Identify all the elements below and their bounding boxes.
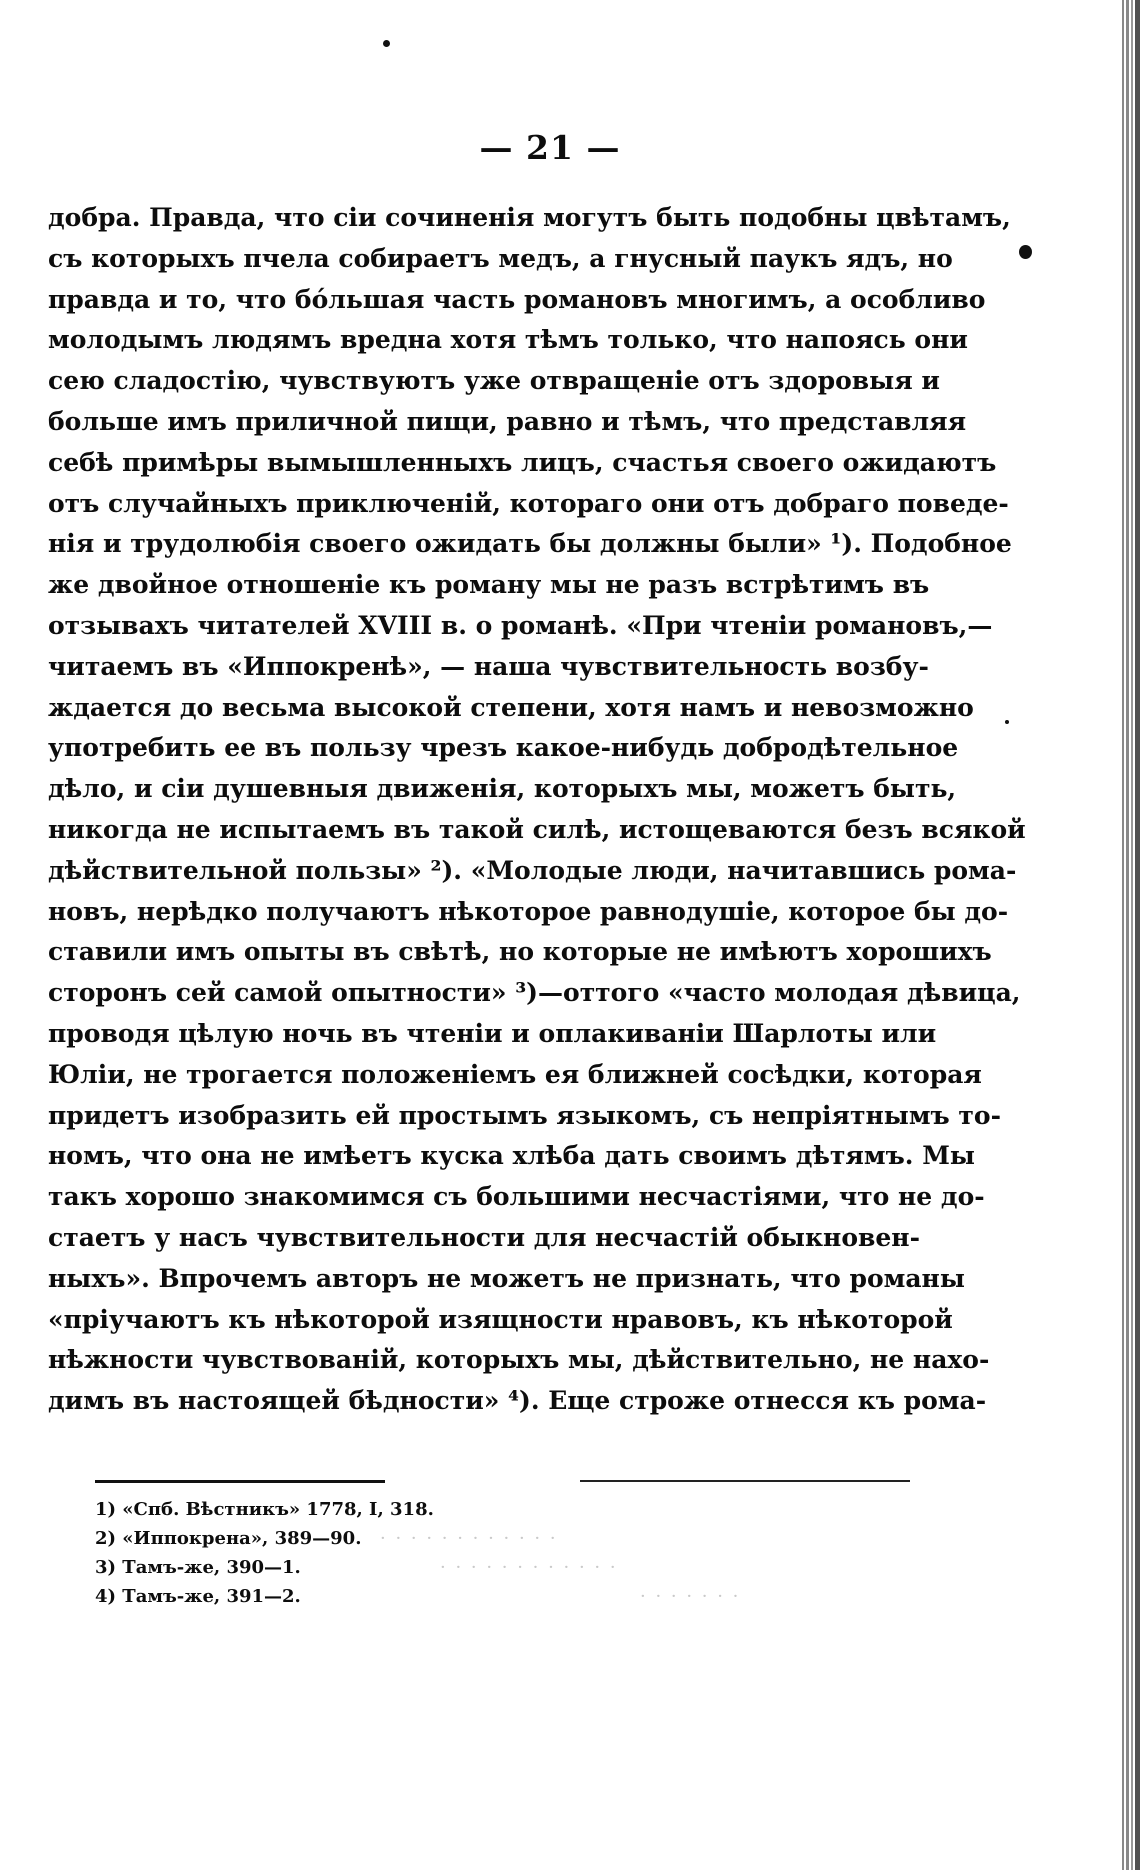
bleed-through-smudge: · · · · · · · <box>640 1586 741 1607</box>
text-line: проводя цѣлую ночь въ чтеніи и оплакиваніи Шарлоты или <box>48 1018 937 1048</box>
text-line: «пріучаютъ къ нѣкоторой изящности нравовъ, къ нѣкоторой <box>48 1304 953 1334</box>
text-line: дѣйствительной пользы» ²). «Молодые люди, начитавшись рома- <box>48 855 1017 885</box>
footnotes <box>95 1495 434 1611</box>
footnote: 1) «Спб. Вѣстникъ» 1778, I, 318. <box>95 1499 434 1520</box>
text-line: отзывахъ читателей XVIII в. о романѣ. «При чтеніи романовъ,— <box>48 610 993 640</box>
text-line: никогда не испытаемъ въ такой силѣ, истощеваются безъ всякой <box>48 814 1026 844</box>
text-line: нія и трудолюбія своего ожидать бы должны были» ¹). Подобное <box>48 529 1012 559</box>
text-line: читаемъ въ «Иппокренѣ», — наша чувствительность возбу- <box>48 651 929 681</box>
ink-speck <box>1005 720 1009 724</box>
text-line: сторонъ сей самой опытности» ³)—оттого «часто молодая дѣвица, <box>48 978 1021 1008</box>
body-text <box>48 198 1026 1422</box>
footnote: 2) «Иппокрена», 389—90. <box>95 1528 362 1549</box>
text-line: такъ хорошо знакомимся съ большими несчастіями, что не до- <box>48 1182 985 1212</box>
ink-speck <box>1019 245 1032 259</box>
text-line: новъ, нерѣдко получаютъ нѣкоторое равнодушіе, которое бы до- <box>48 896 1009 926</box>
text-line: сею сладостію, чувствуютъ уже отвращеніе отъ здоровыя и <box>48 366 940 396</box>
text-line: молодымъ людямъ вредна хотя тѣмъ только, что напоясь они <box>48 325 968 355</box>
text-line: ставили имъ опыты въ свѣтѣ, но которые не имѣютъ хорошихъ <box>48 937 992 967</box>
text-line: номъ, что она не имѣетъ куска хлѣба дать своимъ дѣтямъ. Мы <box>48 1141 975 1171</box>
text-line: добра. Правда, что сіи сочиненія могутъ быть подобны цвѣтамъ, <box>48 203 1011 232</box>
bleed-through-smudge: · · · · · · · · · · · · <box>440 1557 618 1578</box>
text-line: нѣжности чувствованій, которыхъ мы, дѣйствительно, не нахо- <box>48 1345 990 1375</box>
text-line: дѣло, и сіи душевныя движенія, которыхъ мы, можетъ быть, <box>48 774 957 804</box>
text-line: же двойное отношеніе къ роману мы не разъ встрѣтимъ въ <box>48 570 930 600</box>
text-line: ныхъ». Впрочемъ авторъ не можетъ не признать, что романы <box>48 1263 965 1293</box>
text-line: правда и то, что бóльшая часть романовъ многимъ, а особливо <box>48 284 986 314</box>
footnote: 4) Тамъ-же, 391—2. <box>95 1586 301 1607</box>
text-line: Юліи, не трогается положеніемъ ея ближней сосѣдки, которая <box>48 1059 982 1089</box>
footnote-rule <box>95 1480 385 1483</box>
text-line: придетъ изобразить ей простымъ языкомъ, съ непріятнымъ то- <box>48 1100 1001 1130</box>
text-line: употребить ее въ пользу чрезъ какое-нибудь добродѣтельное <box>48 733 959 763</box>
ink-speck <box>383 40 390 47</box>
text-line: стаетъ у насъ чувствительности для несчастій обыкновен- <box>48 1222 920 1252</box>
text-line: съ которыхъ пчела собираетъ медъ, а гнусный паукъ ядъ, но <box>48 243 953 273</box>
page-number: — 21 — <box>479 128 621 167</box>
text-line: отъ случайныхъ приключеній, котораго они отъ добраго поведе- <box>48 488 1009 518</box>
binding-edge <box>1114 0 1140 1870</box>
footnote: 3) Тамъ-же, 390—1. <box>95 1557 301 1578</box>
bleed-through-rule <box>580 1480 910 1482</box>
text-line: ждается до весьма высокой степени, хотя намъ и невозможно <box>48 692 974 722</box>
bleed-through-smudge: · · · · · · · · · · · · <box>380 1528 558 1549</box>
text-line: больше имъ приличной пищи, равно и тѣмъ, что представляя <box>48 406 967 436</box>
text-line: димъ въ настоящей бѣдности» ⁴). Еще строже отнесся къ рома- <box>48 1386 987 1416</box>
text-line: себѣ примѣры вымышленныхъ лицъ, счастья своего ожидаютъ <box>48 447 997 477</box>
